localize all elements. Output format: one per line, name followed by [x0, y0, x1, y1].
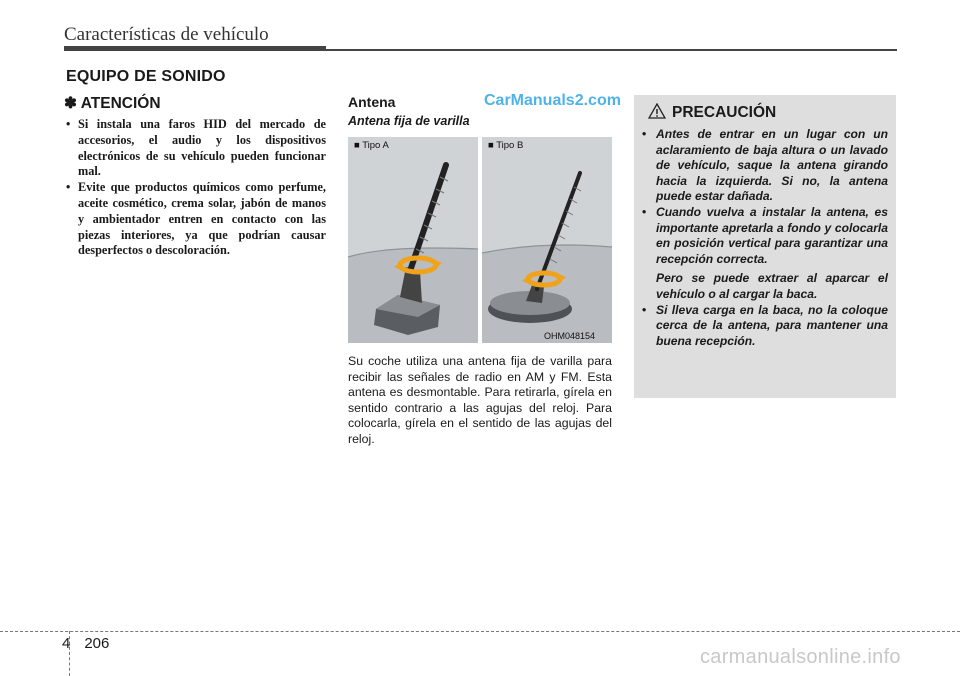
label-type-a: ■ Tipo A [354, 140, 389, 151]
caution-item-text: • Cuando vuelva a instalar la antena, es importante apretarla a fondo y colocarla en posición vertical para garantizar una recepción correcta. [656, 204, 888, 266]
header-rule-thin [326, 49, 897, 51]
antenna-title: Antena [348, 94, 396, 110]
page-number-value: 206 [84, 635, 110, 652]
antenna-illustration-type-a [348, 137, 478, 343]
attention-title: ✽ ATENCIÓN [64, 95, 161, 112]
label-type-b: ■ Tipo B [488, 140, 524, 151]
caution-item [640, 303, 888, 350]
caution-box [634, 95, 896, 398]
footer-divider [0, 631, 960, 632]
attention-list [64, 117, 326, 259]
watermark-carmanuals[interactable]: CarManuals2.com [484, 92, 621, 109]
header-rule-thick [64, 46, 326, 51]
caution-item-note: Pero se puede extraer al aparcar el vehículo o al cargar la baca. [656, 271, 888, 301]
caution-item-text: • Si lleva carga en la baca, no la coloque cerca de la antena, para mantener una buena recepción. [656, 302, 888, 348]
chapter-header-title: Características de vehículo [64, 24, 269, 45]
attention-block [64, 94, 326, 259]
caution-item-text: • Antes de entrar en un lugar con un aclaramiento de baja altura o un lavado de vehículo, saque la antena girando hacia la izquierda. Si no, la antena puede estar dañada. [656, 127, 888, 204]
antenna-illustration-type-b [482, 137, 612, 343]
caution-title: PRECAUCIÓN [672, 104, 777, 121]
page-number [62, 635, 109, 652]
antenna-description: Su coche utiliza una antena fija de varilla para recibir las señales de radio en AM y FM. Esta antena es desmontable. Para retirarla, gírela en sentido contrario a las agujas del reloj. Para colocarla, gírela en el sentido de las agujas del reloj. [348, 354, 612, 446]
section-title: EQUIPO DE SONIDO [66, 68, 226, 85]
footer-watermark[interactable]: carmanualsonline.info [700, 646, 901, 668]
antenna-type-b-drawing [482, 137, 612, 343]
antenna-type-a-drawing [348, 137, 478, 343]
image-code: OHM048154 [544, 331, 596, 341]
caution-list [640, 127, 888, 349]
caution-item [640, 127, 888, 205]
warning-triangle-icon [648, 103, 666, 124]
attention-item: • Evite que productos químicos como perfume, aceite cosmético, crema solar, jabón de manos y ambientador entren en contacto con las piezas interiores, ya que podrían causar desperfectos o descoloración. [64, 180, 326, 259]
caution-item [640, 205, 888, 303]
chapter-number: 4 [62, 635, 71, 652]
attention-item: • Si instala una faros HID del mercado de accesorios, el audio y los dispositivos electrónicos de su vehículo pueden funcionar mal. [64, 117, 326, 180]
antenna-subtitle: Antena fija de varilla [348, 114, 470, 128]
